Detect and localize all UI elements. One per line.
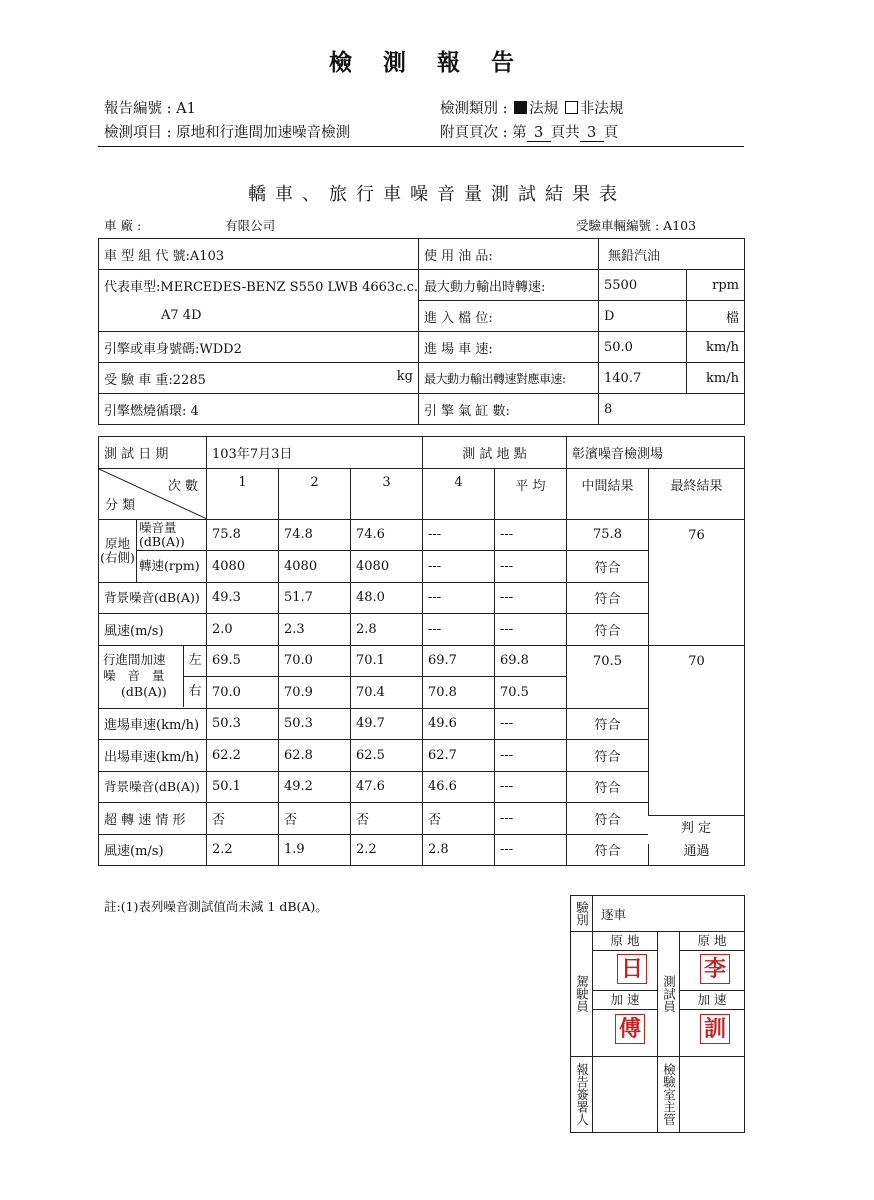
table-cell: 符合	[567, 771, 649, 803]
table-cell: 62.2	[207, 740, 279, 772]
table-cell: ---	[495, 551, 567, 583]
fuel-value	[599, 239, 745, 270]
page-count-label: 附頁頁次	[440, 125, 498, 141]
max-power-rpm-value: 5500	[599, 270, 687, 301]
table-cell: 75.8	[567, 519, 649, 551]
driver-accel-label: 加 速	[593, 990, 657, 1010]
table-cell: 否	[423, 803, 495, 835]
inspection-type-label: 驗別	[571, 896, 593, 932]
col-header-3: 3	[351, 468, 423, 519]
fuel-label: 使 用 油 品:	[419, 239, 599, 270]
page-number: 3	[527, 125, 551, 142]
stationary-row-label: 噪音量(dB(A))	[137, 519, 207, 551]
results-table	[98, 436, 745, 866]
table-cell: ---	[495, 803, 567, 835]
table-cell: 否	[279, 803, 351, 835]
table-cell: 70.4	[351, 677, 423, 709]
accel-label-line3: (dB(A))	[121, 684, 167, 699]
col-header-final: 最終結果	[649, 468, 745, 519]
table-cell: 62.7	[423, 740, 495, 772]
table-cell: 否	[207, 803, 279, 835]
rep-model	[99, 270, 419, 301]
report-signer-label: 報告簽署人	[571, 1057, 593, 1133]
entry-speed-value: 50.0	[599, 332, 687, 363]
accel-label-line1: 行進間加速	[103, 652, 166, 667]
moving-row-label: 風速(m/s)	[99, 834, 207, 866]
table-cell: 49.2	[279, 771, 351, 803]
table-cell: 2.0	[207, 614, 279, 646]
max-power-speed-label: 最大動力輸出轉速對應車速:	[419, 363, 599, 394]
table-cell: 1.9	[279, 834, 351, 866]
tester-accel-label: 加 速	[680, 990, 744, 1010]
stationary-row-label: 風速(m/s)	[99, 614, 207, 646]
vehicle-number	[576, 216, 696, 234]
report-number: 報告編號 : A1	[104, 101, 196, 117]
table-cell: ---	[423, 614, 495, 646]
table-cell: ---	[495, 834, 567, 866]
left-side-label: 左	[183, 646, 206, 677]
model-code-label: 車 型 組 代 號:	[104, 248, 190, 264]
table-cell: ---	[495, 614, 567, 646]
moving-row-label: 超 轉 速 情 形	[99, 803, 207, 835]
test-site-label: 測 試 地 點	[423, 437, 567, 469]
tester-stamp-accel: 訓	[700, 1014, 730, 1044]
table-cell: 4080	[279, 551, 351, 583]
maker-label: 車 廠 :	[104, 218, 142, 233]
report-signer-signature	[593, 1057, 658, 1133]
vehicle-info-table	[98, 238, 745, 425]
table-cell: 符合	[567, 551, 649, 583]
stationary-final-result: 76	[649, 519, 745, 645]
test-site-value: 彰濱噪音檢測場	[567, 437, 745, 469]
col-header-interim: 中間結果	[567, 468, 649, 519]
model-code	[99, 239, 419, 270]
accel-noise-label	[103, 652, 168, 700]
gear-value: D	[599, 301, 687, 332]
moving-row-label: 出場車速(km/h)	[99, 740, 207, 772]
weight-label: 受 驗 車 重:	[104, 372, 173, 388]
test-date-value: 103年7月3日	[207, 437, 423, 469]
col-header-1: 1	[207, 468, 279, 519]
driver-label: 駕駛員	[571, 932, 593, 1057]
checked-box-icon	[514, 101, 527, 114]
table-cell: 69.5	[207, 645, 279, 677]
header-category: 分 類	[105, 497, 136, 513]
table-cell: 49.6	[423, 708, 495, 740]
accel-label-line2: 噪 音 量	[103, 668, 169, 683]
table-cell: 符合	[567, 614, 649, 646]
unchecked-box-icon	[565, 101, 578, 114]
tester-stamp-stationary: 李	[700, 954, 730, 984]
table-cell: ---	[495, 519, 567, 551]
cylinders-value: 8	[599, 394, 745, 425]
table-cell: ---	[495, 708, 567, 740]
table-cell: 62.5	[351, 740, 423, 772]
table-cell: 符合	[567, 582, 649, 614]
table-cell: 2.2	[351, 834, 423, 866]
engine-number-label: 引擎或車身號碼:	[104, 341, 200, 357]
accel-noise-label-cell	[99, 645, 207, 708]
test-type-option-regulatory: 法規	[529, 101, 559, 117]
tester-signatures	[680, 932, 745, 1057]
accel-interim-result: 70.5	[567, 645, 649, 708]
maker-value: 有限公司	[225, 218, 276, 233]
table-cell: 46.6	[423, 771, 495, 803]
table-cell: 51.7	[279, 582, 351, 614]
table-cell: 50.3	[207, 708, 279, 740]
table-cell: 4080	[207, 551, 279, 583]
table-cell: ---	[423, 519, 495, 551]
stationary-group-label: 原地(右側)	[99, 519, 137, 582]
inspection-type-value: 逐車	[593, 896, 745, 932]
rep-model-label: 代表車型:	[104, 279, 161, 295]
moving-row-label: 進場車速(km/h)	[99, 708, 207, 740]
table-cell: 47.6	[351, 771, 423, 803]
rep-model-line2: A7 4D	[99, 301, 419, 332]
table-cell: 70.9	[279, 677, 351, 709]
judgement-label: 判 定	[648, 815, 744, 844]
driver-stamp-accel: 傅	[615, 1014, 645, 1044]
signoff-table	[570, 895, 745, 1133]
entry-speed-label: 進 場 車 速:	[419, 332, 599, 363]
accel-final-result: 70	[649, 645, 745, 834]
page-count: 附頁頁次 : 第 3 頁共 3 頁	[440, 125, 619, 141]
table-cell: 否	[351, 803, 423, 835]
cycle-label: 引擎燃燒循環:	[104, 403, 187, 419]
table-cell: ---	[495, 582, 567, 614]
table-cell: ---	[423, 582, 495, 614]
lab-head-label: 檢驗室主管	[658, 1057, 680, 1133]
table-cell: 70.1	[351, 645, 423, 677]
gear-unit: 檔	[687, 301, 745, 332]
weight-unit: kg	[396, 368, 413, 384]
engine-number	[99, 332, 419, 363]
engine-number-value: WDD2	[199, 341, 242, 357]
table-cell: ---	[495, 740, 567, 772]
page-prefix: 第	[512, 125, 527, 141]
report-number-value: A1	[176, 101, 196, 117]
weight-value: 2285	[172, 372, 206, 388]
max-power-speed-unit: km/h	[687, 363, 745, 394]
fuel-value-text: 無鉛汽油	[608, 248, 661, 264]
table-cell: 2.8	[423, 834, 495, 866]
page-title: 檢測報告	[329, 49, 545, 76]
table-cell: 70.8	[423, 677, 495, 709]
max-power-rpm-unit: rpm	[687, 270, 745, 301]
footnote: 註:(1)表列噪音測試值尚未減 1 dB(A)。	[104, 899, 328, 914]
table-cell: ---	[423, 551, 495, 583]
table-cell: 符合	[567, 708, 649, 740]
table-cell: 50.3	[279, 708, 351, 740]
header-count: 次 數	[167, 478, 198, 494]
col-header-2: 2	[279, 468, 351, 519]
table-cell: 69.8	[495, 645, 567, 677]
max-power-speed-value: 140.7	[599, 363, 687, 394]
cycle-value: 4	[190, 403, 199, 419]
table-cell: 70.0	[279, 645, 351, 677]
table-cell: 2.3	[279, 614, 351, 646]
table-cell: 75.8	[207, 519, 279, 551]
test-item: 檢測項目 : 原地和行進間加速噪音檢測	[104, 125, 351, 141]
header-divider	[98, 146, 744, 147]
table-cell: 74.6	[351, 519, 423, 551]
stationary-row-label: 背景噪音(dB(A))	[99, 582, 207, 614]
table-cell: 49.3	[207, 582, 279, 614]
page-total: 3	[580, 125, 604, 142]
test-type: 檢測類別 : 法規 非法規	[440, 101, 624, 117]
test-type-option-nonregulatory: 非法規	[579, 101, 624, 117]
tester-stationary-label: 原 地	[680, 932, 744, 951]
test-item-label: 檢測項目	[104, 125, 162, 141]
page-suffix: 頁	[603, 125, 619, 141]
vehicle-number-label: 受驗車輛編號 :	[576, 218, 660, 233]
lab-head-signature	[680, 1057, 745, 1133]
table-cell: 74.8	[279, 519, 351, 551]
maker	[104, 216, 275, 234]
table-cell: 符合	[567, 803, 649, 835]
header-corner	[99, 468, 207, 519]
table-cell: 62.8	[279, 740, 351, 772]
test-type-label: 檢測類別	[440, 101, 498, 117]
table-title: 轎車、旅行車噪音量測試結果表	[248, 184, 626, 205]
table-cell: 70.0	[207, 677, 279, 709]
table-cell: 符合	[567, 834, 649, 866]
vehicle-number-value: A103	[663, 218, 697, 233]
table-cell: 69.7	[423, 645, 495, 677]
table-cell: 2.2	[207, 834, 279, 866]
driver-signatures	[593, 932, 658, 1057]
col-header-average: 平 均	[495, 468, 567, 519]
entry-speed-unit: km/h	[687, 332, 745, 363]
driver-stamp-stationary: 日	[617, 954, 647, 984]
max-power-rpm-label: 最大動力輸出時轉速:	[419, 270, 599, 301]
test-date-label: 測 試 日 期	[99, 437, 207, 469]
rep-model-value: MERCEDES-BENZ S550 LWB 4663c.c.	[160, 279, 418, 295]
table-cell: 70.5	[495, 677, 567, 709]
stationary-row-label: 轉速(rpm)	[137, 551, 207, 583]
report-number-label: 報告編號	[104, 101, 162, 117]
right-side-label: 右	[183, 677, 206, 707]
table-cell: 49.7	[351, 708, 423, 740]
table-cell: 符合	[567, 740, 649, 772]
gear-label: 進 入 檔 位:	[419, 301, 599, 332]
col-header-4: 4	[423, 468, 495, 519]
table-cell: 50.1	[207, 771, 279, 803]
moving-row-label: 背景噪音(dB(A))	[99, 771, 207, 803]
combustion-cycle	[99, 394, 419, 425]
table-cell: 4080	[351, 551, 423, 583]
vehicle-weight	[99, 363, 419, 394]
table-cell: ---	[495, 771, 567, 803]
page-mid: 頁共	[550, 125, 580, 141]
tester-label: 測試員	[658, 932, 680, 1057]
test-item-value: 原地和行進間加速噪音檢測	[176, 125, 351, 141]
driver-stationary-label: 原 地	[593, 932, 657, 951]
model-code-value: A103	[189, 248, 225, 264]
judgement-value: 通過	[649, 834, 745, 866]
table-cell: 48.0	[351, 582, 423, 614]
table-cell: 2.8	[351, 614, 423, 646]
cylinders-label: 引 擎 氣 缸 數:	[419, 394, 599, 425]
